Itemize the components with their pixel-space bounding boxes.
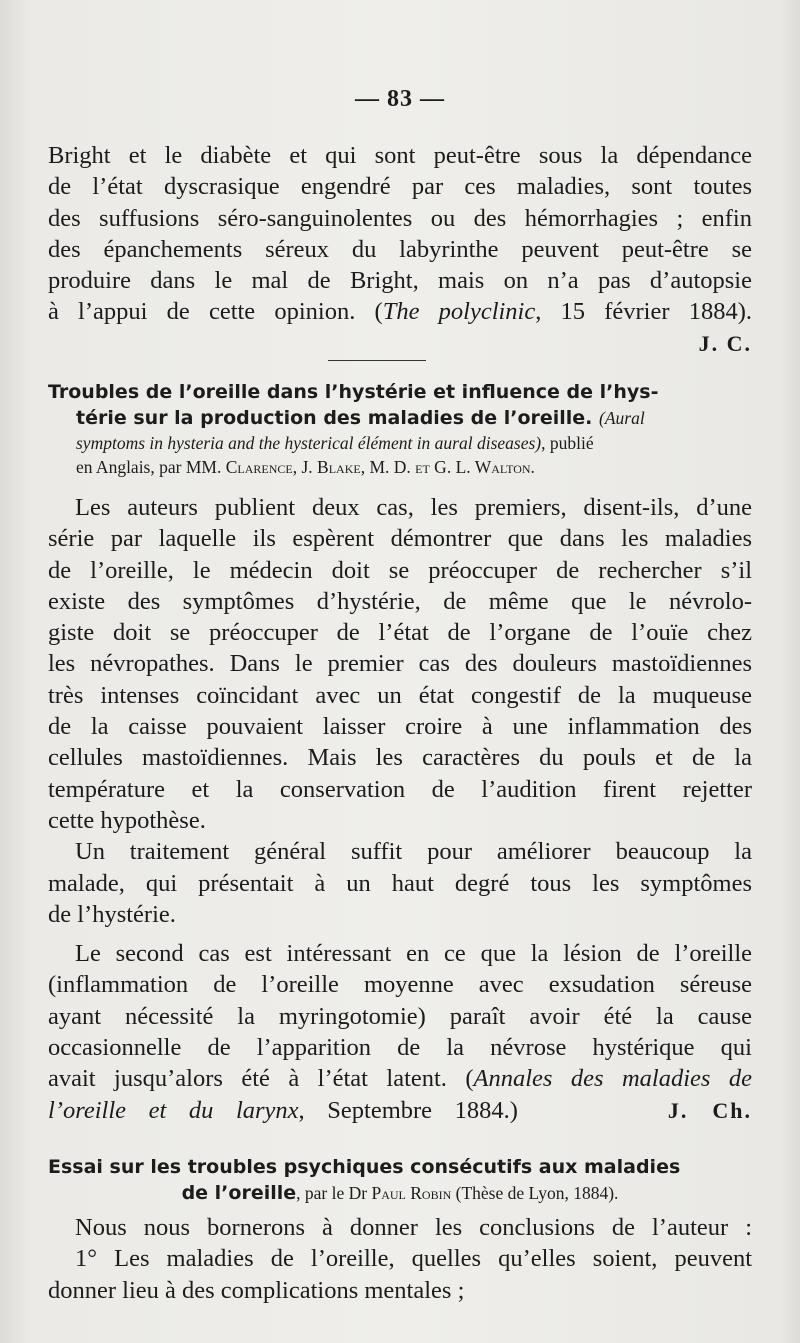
text-segment: à l’appui de cette opinion. ( bbox=[48, 298, 383, 326]
article1-heading bbox=[48, 379, 752, 479]
text-line: les névropathes. Dans le premier cas des douleurs mastoïdiennes bbox=[48, 650, 752, 678]
citation-title-cont: l’oreille et du larynx bbox=[48, 1096, 299, 1124]
text-line bbox=[48, 1095, 752, 1126]
citation-title: Annales des maladies de bbox=[473, 1065, 752, 1093]
text-line: produire dans le mal de Bright, mais on n’a pas d’autopsie bbox=[48, 267, 752, 295]
text-segment: (Thèse de Lyon, 1884). bbox=[451, 1183, 619, 1203]
article-title: Essai sur les troubles psychiques consécutifs aux maladies bbox=[48, 1156, 681, 1178]
page-number: — 83 — bbox=[355, 86, 445, 112]
article-authors bbox=[48, 455, 752, 479]
text-line: Bright et le diabète et qui sont peut-être sous la dépendance bbox=[48, 142, 752, 169]
text-line: 1° Les maladies de l’oreille, quelles qu’elles soient, peuvent bbox=[75, 1245, 752, 1273]
signature: J. Ch. bbox=[667, 1097, 752, 1123]
text-segment: , publié bbox=[541, 433, 594, 453]
english-title: symptoms in hysteria and the hysterical élément in aural diseases) bbox=[76, 433, 542, 453]
text-segment: en Anglais, par MM. bbox=[76, 457, 226, 477]
section-divider bbox=[328, 360, 426, 361]
text-segment: , 15 février 1884). bbox=[535, 298, 752, 326]
text-line: de l’oreille, le médecin doit se préoccuper de rechercher s’il bbox=[48, 556, 752, 584]
text-line: très intenses coïncidant avec un état congestif de la muqueuse bbox=[48, 681, 752, 709]
text-line: ayant nécessité la myringotomie) paraît avoir été la cause bbox=[48, 1002, 752, 1030]
text-line: cellules mastoïdiennes. Mais les caractères du pouls et de la bbox=[48, 744, 752, 772]
text-line: Le second cas est intéressant en ce que la lésion de l’oreille bbox=[75, 940, 752, 968]
text-segment: , Septembre 1884.) bbox=[298, 1096, 518, 1124]
text-line: Les auteurs publient deux cas, les premiers, disent-ils, d’une bbox=[75, 494, 752, 521]
signature-line bbox=[48, 328, 752, 359]
signature: J. C. bbox=[698, 330, 752, 356]
text-line: de l’hystérie. bbox=[48, 900, 176, 928]
text-line: giste doit se préoccuper de l’état de l’organe de l’ouïe chez bbox=[48, 619, 752, 647]
article1-body bbox=[48, 492, 752, 1126]
text-line: série par laquelle ils espèrent démontrer que dans les maladies bbox=[48, 525, 752, 553]
article2-body bbox=[48, 1212, 752, 1306]
article-title-cont bbox=[48, 1180, 752, 1206]
author-names: Clarence, J. Blake, M. D. et G. L. Walton. bbox=[225, 457, 535, 477]
paragraph-gap bbox=[48, 930, 752, 938]
author-name: Paul Robin bbox=[371, 1183, 452, 1203]
text-segment: , par le Dr bbox=[296, 1183, 372, 1203]
text-line: des suffusions séro-sanguinolentes ou des hémorrhagies ; enfin bbox=[48, 204, 752, 232]
article-title-cont bbox=[48, 405, 752, 431]
article-title: Troubles de l’oreille dans l’hystérie et influence de l’hys- bbox=[48, 381, 659, 403]
text-line: Un traitement général suffit pour améliorer beaucoup la bbox=[75, 838, 752, 866]
text-line bbox=[48, 1063, 752, 1094]
text-line bbox=[48, 296, 752, 327]
text-line: occasionnelle de l’apparition de la névrose hystérique qui bbox=[48, 1034, 752, 1062]
article-title-part: térie sur la production des maladies de l’oreille. bbox=[76, 407, 593, 429]
article-title-english: (Aural bbox=[599, 408, 645, 428]
article-subtitle bbox=[48, 431, 752, 455]
text-line: température et la conservation de l’audition firent rejetter bbox=[48, 775, 752, 803]
text-line: des épanchements séreux du labyrinthe peuvent peut-être se bbox=[48, 235, 752, 263]
text-line: de l’état dyscrasique engendré par ces maladies, sont toutes bbox=[48, 173, 752, 201]
text-line: donner lieu à des complications mentales ; bbox=[48, 1276, 465, 1304]
text-line: malade, qui présentait à un haut degré tous les symptômes bbox=[48, 869, 752, 897]
text-line: existe des symptômes d’hystérie, de même que le névrolo- bbox=[48, 587, 752, 615]
article-title-part: de l’oreille bbox=[181, 1182, 297, 1204]
citation-title: The polyclinic bbox=[382, 298, 536, 326]
text-line: de la caisse pouvaient laisser croire à une inflammation des bbox=[48, 713, 752, 741]
text-line: Nous nous bornerons à donner les conclusions de l’auteur : bbox=[75, 1214, 752, 1241]
article2-heading bbox=[48, 1154, 752, 1206]
text-line: cette hypothèse. bbox=[48, 806, 206, 834]
text-segment: avait jusqu’alors été à l’état latent. ( bbox=[48, 1065, 474, 1093]
text-line: (inflammation de l’oreille moyenne avec exsudation séreuse bbox=[48, 971, 752, 999]
continuation-paragraph bbox=[48, 140, 752, 359]
